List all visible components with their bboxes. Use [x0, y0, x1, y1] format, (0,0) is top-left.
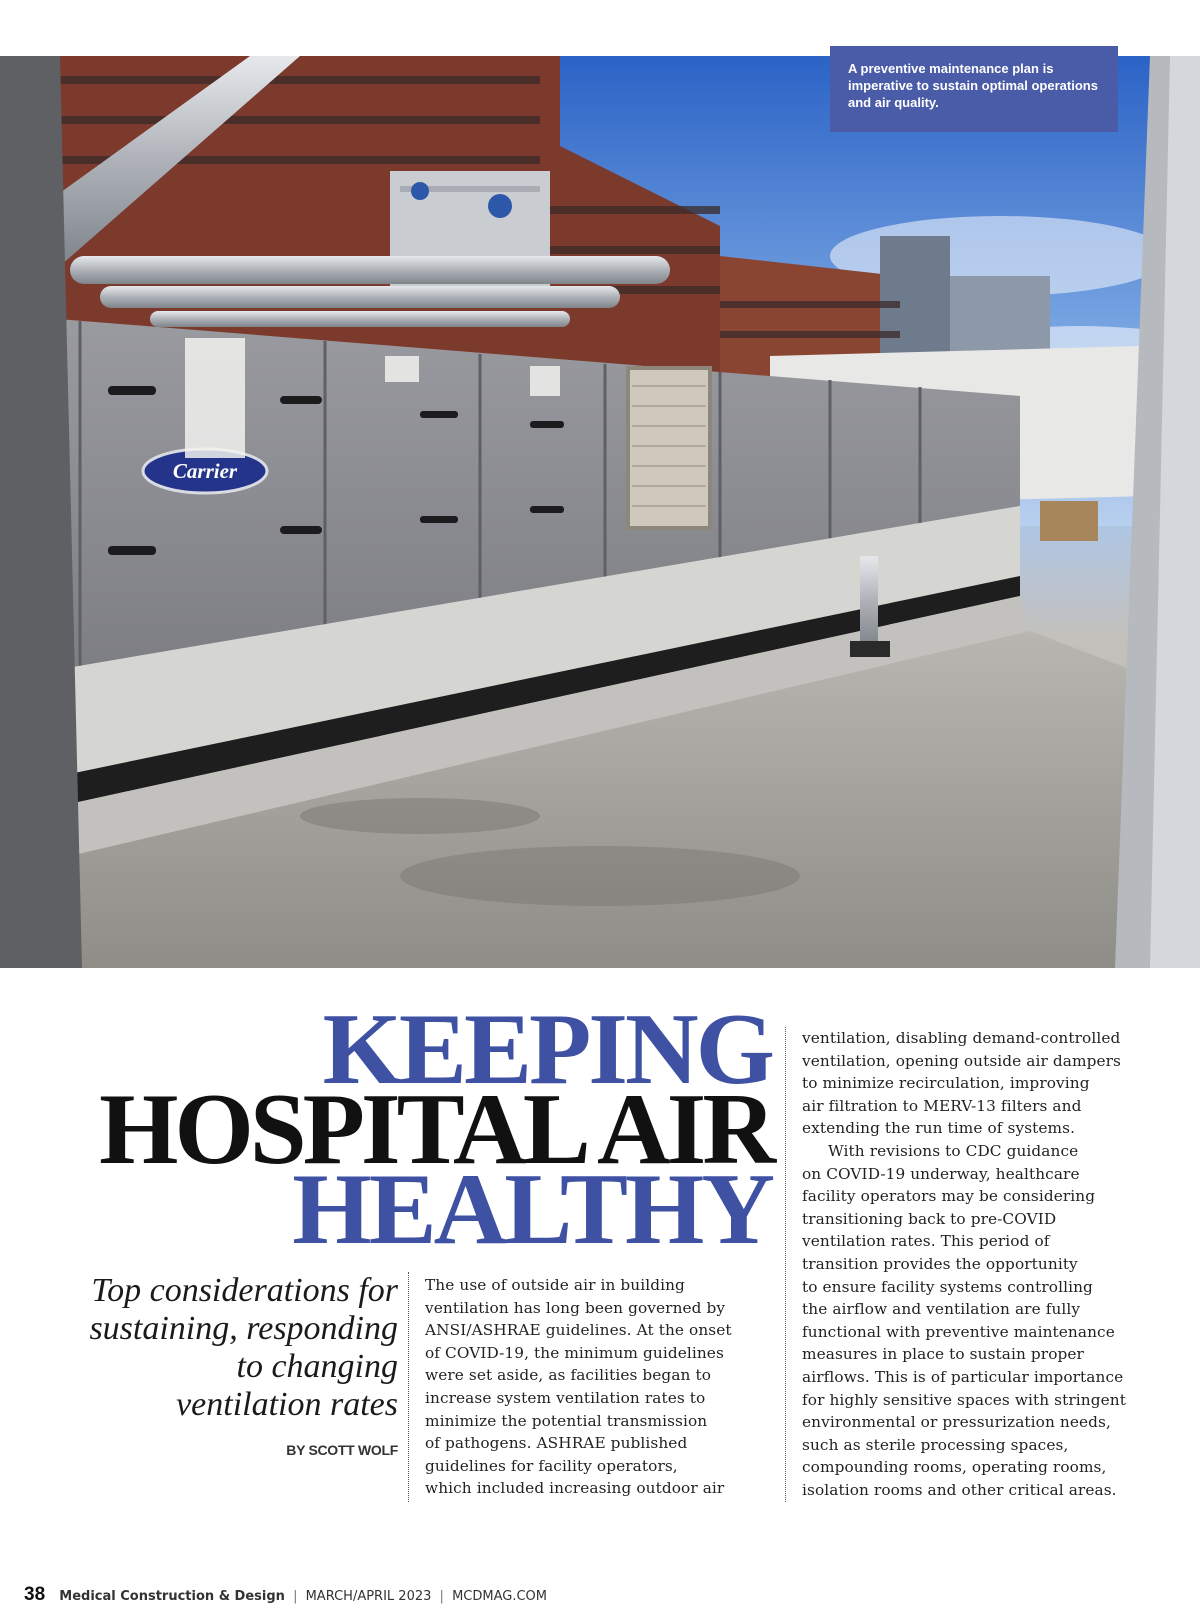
headline-line-1: KEEPING: [322, 993, 772, 1106]
body-line: for highly sensitive spaces with stringent: [802, 1390, 1126, 1409]
body-line: airflows. This is of particular importance: [802, 1367, 1124, 1386]
page-number: 38: [24, 1584, 46, 1605]
body-line: compounding rooms, operating rooms,: [802, 1458, 1107, 1477]
body-line: ventilation, disabling demand-controlled: [802, 1029, 1121, 1047]
magazine-name: Medical Construction & Design: [59, 1589, 285, 1604]
photo-caption: A preventive maintenance plan is imperative to sustain optimal operations and air quality.: [830, 46, 1118, 132]
body-line: The use of outside air in building: [425, 1276, 685, 1294]
carrier-logo: Carrier: [172, 459, 238, 483]
rooftop-illustration: [0, 56, 1200, 968]
body-line: minimize the potential transmission: [425, 1411, 708, 1430]
hero-photo: [0, 56, 1200, 968]
page-footer: [24, 1584, 547, 1608]
body-line: the airflow and ventilation are fully: [802, 1300, 1081, 1319]
body-line: of pathogens. ASHRAE published: [425, 1434, 688, 1453]
body-line: to minimize recirculation, improving: [802, 1074, 1090, 1093]
body-line: transitioning back to pre-COVID: [802, 1209, 1057, 1228]
body-line: ventilation has long been governed by: [425, 1298, 726, 1317]
body-line: on COVID-19 underway, healthcare: [802, 1164, 1080, 1183]
deck-line: Top considerations for: [91, 1272, 398, 1309]
body-column-2: [802, 1027, 1162, 1501]
body-line: facility operators may be considering: [802, 1187, 1096, 1206]
body-line: extending the run time of systems.: [802, 1119, 1076, 1138]
article-headline: [40, 993, 772, 1266]
body-line: to ensure facility systems controlling: [802, 1277, 1093, 1296]
body-line: environmental or pressurization needs,: [802, 1413, 1111, 1432]
body-line: of COVID-19, the minimum guidelines: [425, 1343, 724, 1362]
body-line: such as sterile processing spaces,: [802, 1435, 1069, 1454]
headline-line-3: HEALTHY: [292, 1153, 772, 1266]
body-line: ventilation rates. This period of: [802, 1232, 1050, 1251]
deck-line: ventilation rates: [176, 1386, 398, 1423]
website-link[interactable]: MCDMAG.COM: [452, 1589, 547, 1604]
body-line: ANSI/ASHRAE guidelines. At the onset: [425, 1321, 732, 1340]
column-rule: [408, 1272, 409, 1502]
body-line: which included increasing outdoor air: [425, 1479, 725, 1498]
body-line: air filtration to MERV-13 filters and: [802, 1096, 1082, 1115]
article-deck: [40, 1272, 398, 1424]
body-line: increase system ventilation rates to: [425, 1388, 706, 1407]
footer-separator: |: [439, 1589, 444, 1604]
body-line: were set aside, as facilities began to: [425, 1366, 712, 1385]
body-line: measures in place to sustain proper: [802, 1345, 1084, 1364]
body-line: isolation rooms and other critical areas.: [802, 1480, 1117, 1499]
deck-line: sustaining, responding: [89, 1310, 398, 1347]
body-line: functional with preventive maintenance: [802, 1322, 1115, 1341]
body-line: With revisions to CDC guidance: [828, 1141, 1079, 1160]
body-line: transition provides the opportunity: [802, 1254, 1078, 1273]
byline: BY SCOTT WOLF: [286, 1442, 398, 1458]
column-rule: [785, 1027, 786, 1502]
body-column-1: [425, 1274, 765, 1500]
headline-line-2: HOSPITAL AIR: [99, 1073, 772, 1186]
deck-line: to changing: [236, 1348, 398, 1385]
issue-date: MARCH/APRIL 2023: [305, 1589, 432, 1604]
body-line: ventilation, opening outside air dampers: [802, 1051, 1121, 1070]
body-line: guidelines for facility operators,: [425, 1456, 678, 1475]
footer-separator: |: [293, 1589, 298, 1604]
